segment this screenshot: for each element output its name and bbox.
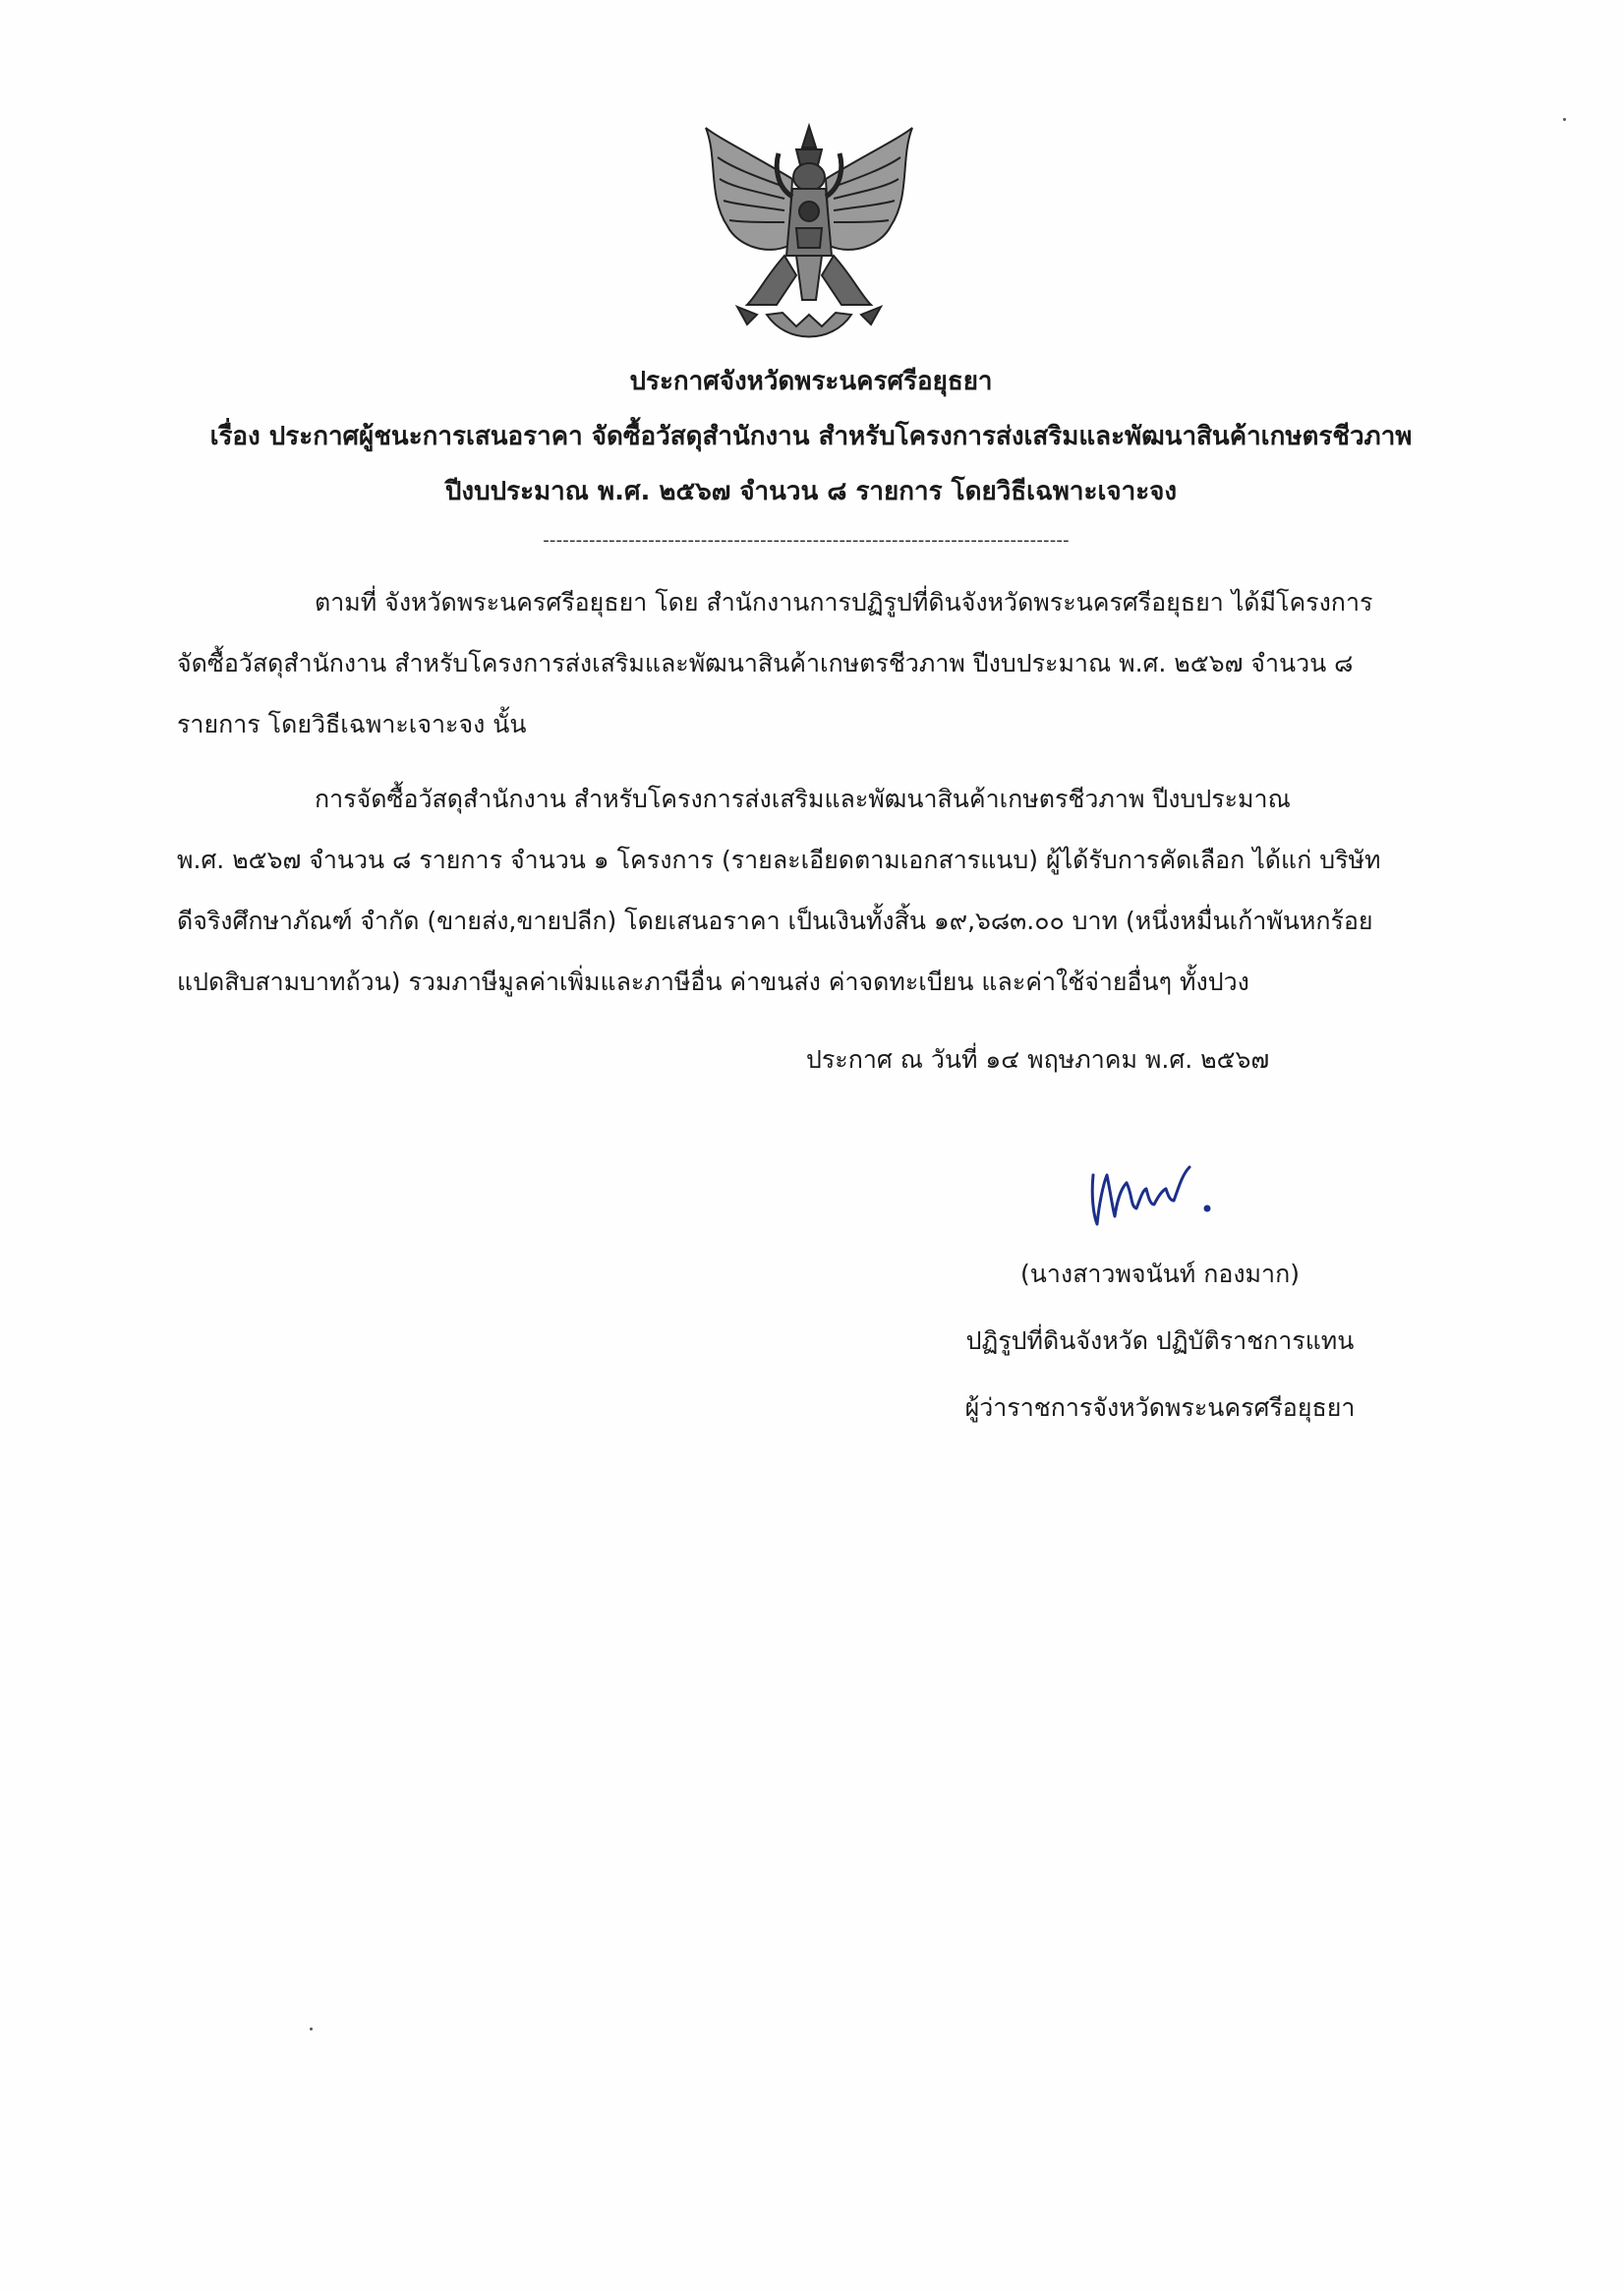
document-heading [147,354,1475,519]
garuda-emblem [698,118,920,346]
paragraph-1 [177,572,1425,755]
signer-name: (นางสาวพจนันท์ กองมาก) [1020,1260,1300,1288]
paragraph-2-line: การจัดซื้อวัสดุสำนักงาน สำหรับโครงการส่งเสริมและพัฒนาสินค้าเกษตรชีวภาพ ปีงบประมาณ [315,785,1291,813]
paragraph-2-line: พ.ศ. ๒๕๖๗ จำนวน ๘ รายการ จำนวน ๑ โครงการ (รายละเอียดตามเอกสารแนบ) ผู้ได้รับการคัดเลือก ได้แก่ บริษัท [177,846,1381,874]
paragraph-2 [177,769,1425,1013]
separator-line: -------------------------------------------------------------------------------- [543,533,1070,549]
scan-speck [310,2028,313,2030]
announcement-title: ประกาศจังหวัดพระนครศรีอยุธยา [629,367,993,396]
paragraph-2-line: แปดสิบสามบาทถ้วน) รวมภาษีมูลค่าเพิ่มและภาษีอื่น ค่าขนส่ง ค่าจดทะเบียน และค่าใช้จ่ายอื่นๆ ทั้งปวง [177,968,1249,996]
scan-speck [1563,118,1566,121]
paragraph-2-line: ดีจริงศึกษาภัณฑ์ จำกัด (ขายส่ง,ขายปลีก) โดยเสนอราคา เป็นเงินทั้งสิ้น ๑๙,๖๘๓.๐๐ บาท (หนึ่งหมื่นเก้าพันหกร้อย [177,907,1373,935]
subject-line-2: ปีงบประมาณ พ.ศ. ๒๕๖๗ จำนวน ๘ รายการ โดยวิธีเฉพาะเจาะจง [444,477,1178,506]
paragraph-1-line: จัดซื้อวัสดุสำนักงาน สำหรับโครงการส่งเสริมและพัฒนาสินค้าเกษตรชีวภาพ ปีงบประมาณ พ.ศ. ๒๕๖๗ จำนวน ๘ [177,649,1354,677]
signer-block [865,1241,1455,1441]
handwritten-signature [1081,1155,1229,1234]
signer-position-2: ผู้ว่าราชการจังหวัดพระนครศรีอยุธยา [964,1393,1356,1422]
announcement-date: ประกาศ ณ วันที่ ๑๔ พฤษภาคม พ.ศ. ๒๕๖๗ [806,1045,1270,1074]
subject-line-1: เรื่อง ประกาศผู้ชนะการเสนอราคา จัดซื้อวัสดุสำนักงาน สำหรับโครงการส่งเสริมและพัฒนาสินค้าเกษตรชีวภาพ [209,422,1413,451]
paragraph-1-line: รายการ โดยวิธีเฉพาะเจาะจง นั้น [177,710,527,738]
signer-position-1: ปฏิรูปที่ดินจังหวัด ปฏิบัติราชการแทน [965,1326,1355,1355]
paragraph-1-line: ตามที่ จังหวัดพระนครศรีอยุธยา โดย สำนักงานการปฏิรูปที่ดินจังหวัดพระนครศรีอยุธยา ได้มีโครงการ [315,588,1373,617]
